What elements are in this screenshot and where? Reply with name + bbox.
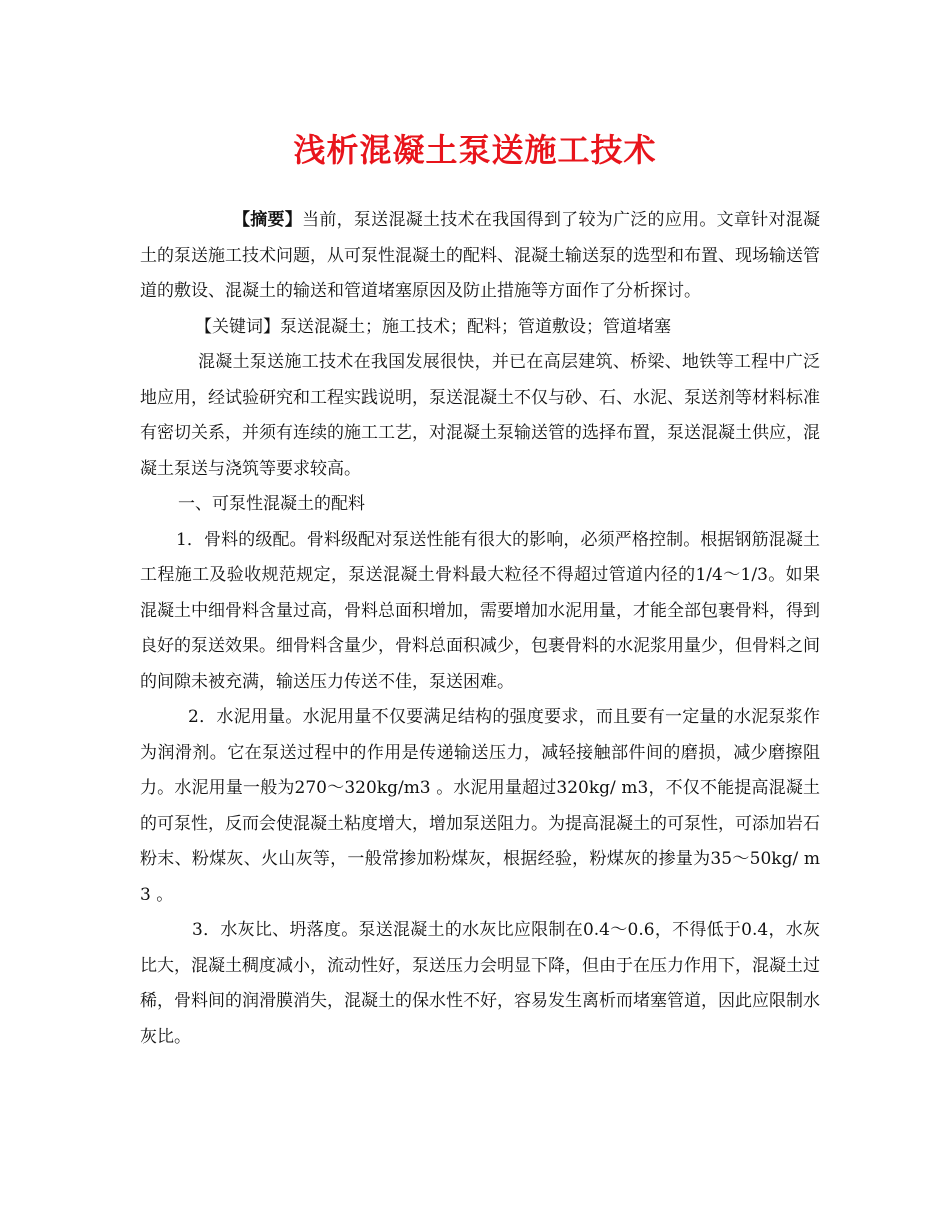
document-title: 浅析混凝土泵送施工技术 xyxy=(293,131,657,169)
intro-paragraph: 混凝土泵送施工技术在我国发展很快，并已在高层建筑、桥梁、地铁等工程中广泛地应用，经试验研究和工程实践说明，泵送混凝土不仅与砂、石、水泥、泵送剂等材料标准有密切关系，并须有连续的施工工艺，对混凝土泵输送管的选择布置，泵送混凝土供应，混凝土泵送与浇筑等要求较高。 xyxy=(140,352,820,479)
keywords-paragraph: 【关键词】泵送混凝土；施工技术；配料；管道敷设；管道堵塞 xyxy=(195,316,671,337)
item-aggregate-grading: 1．骨料的级配。骨料级配对泵送性能有很大的影响，必须严格控制。根据钢筋混凝土工程施工及验收规范规定，泵送混凝土骨料最大粒径不得超过管道内径的1/4～1/3。如果混凝土中细骨料含量过高，骨料总面积增加，需要增加水泥用量，才能全部包裹骨料，得到良好的泵送效果。细骨料含量少，骨料总面积减少，包裹骨料的水泥浆用量少，但骨料之间的间隙未被充满，输送压力传送不佳，泵送困难。 xyxy=(140,529,820,692)
abstract-paragraph xyxy=(140,203,820,310)
item-water-cement-ratio: 3．水灰比、坍落度。泵送混凝土的水灰比应限制在0.4～0.6，不得低于0.4，水灰比大，混凝土稠度减小，流动性好，泵送压力会明显下降，但由于在压力作用下，混凝土过稀，骨料间的润滑膜消失，混凝土的保水性不好，容易发生离析而堵塞管道，因此应限制水灰比。 xyxy=(140,920,820,1047)
item-cement-content: 2．水泥用量。水泥用量不仅要满足结构的强度要求，而且要有一定量的水泥泵浆作为润滑剂。它在泵送过程中的作用是传递输送压力，减轻接触部件间的磨损，减少磨擦阻力。水泥用量一般为270～320kg/m3 。水泥用量超过320kg/ m3，不仅不能提高混凝土的可泵性，反而会使混凝土粘度增大，增加泵送阻力。为提高混凝土的可泵性，可添加岩石粉末、粉煤灰、火山灰等，一般常掺加粉煤灰，根据经验，粉煤灰的掺量为35～50kg/ m3 。 xyxy=(140,707,820,905)
document-body xyxy=(140,203,820,1055)
abstract-label: 【摘要】 xyxy=(233,210,303,230)
section-heading: 一、可泵性混凝土的配料 xyxy=(178,494,365,514)
abstract-text: 当前，泵送混凝土技术在我国得到了较为广泛的应用。文章针对混凝土的泵送施工技术问题，从可泵性混凝土的配料、混凝土输送泵的选型和布置、现场输送管道的敷设、混凝土的输送和管道堵塞原因及防止措施等方面作了分析探讨。 xyxy=(140,210,821,301)
